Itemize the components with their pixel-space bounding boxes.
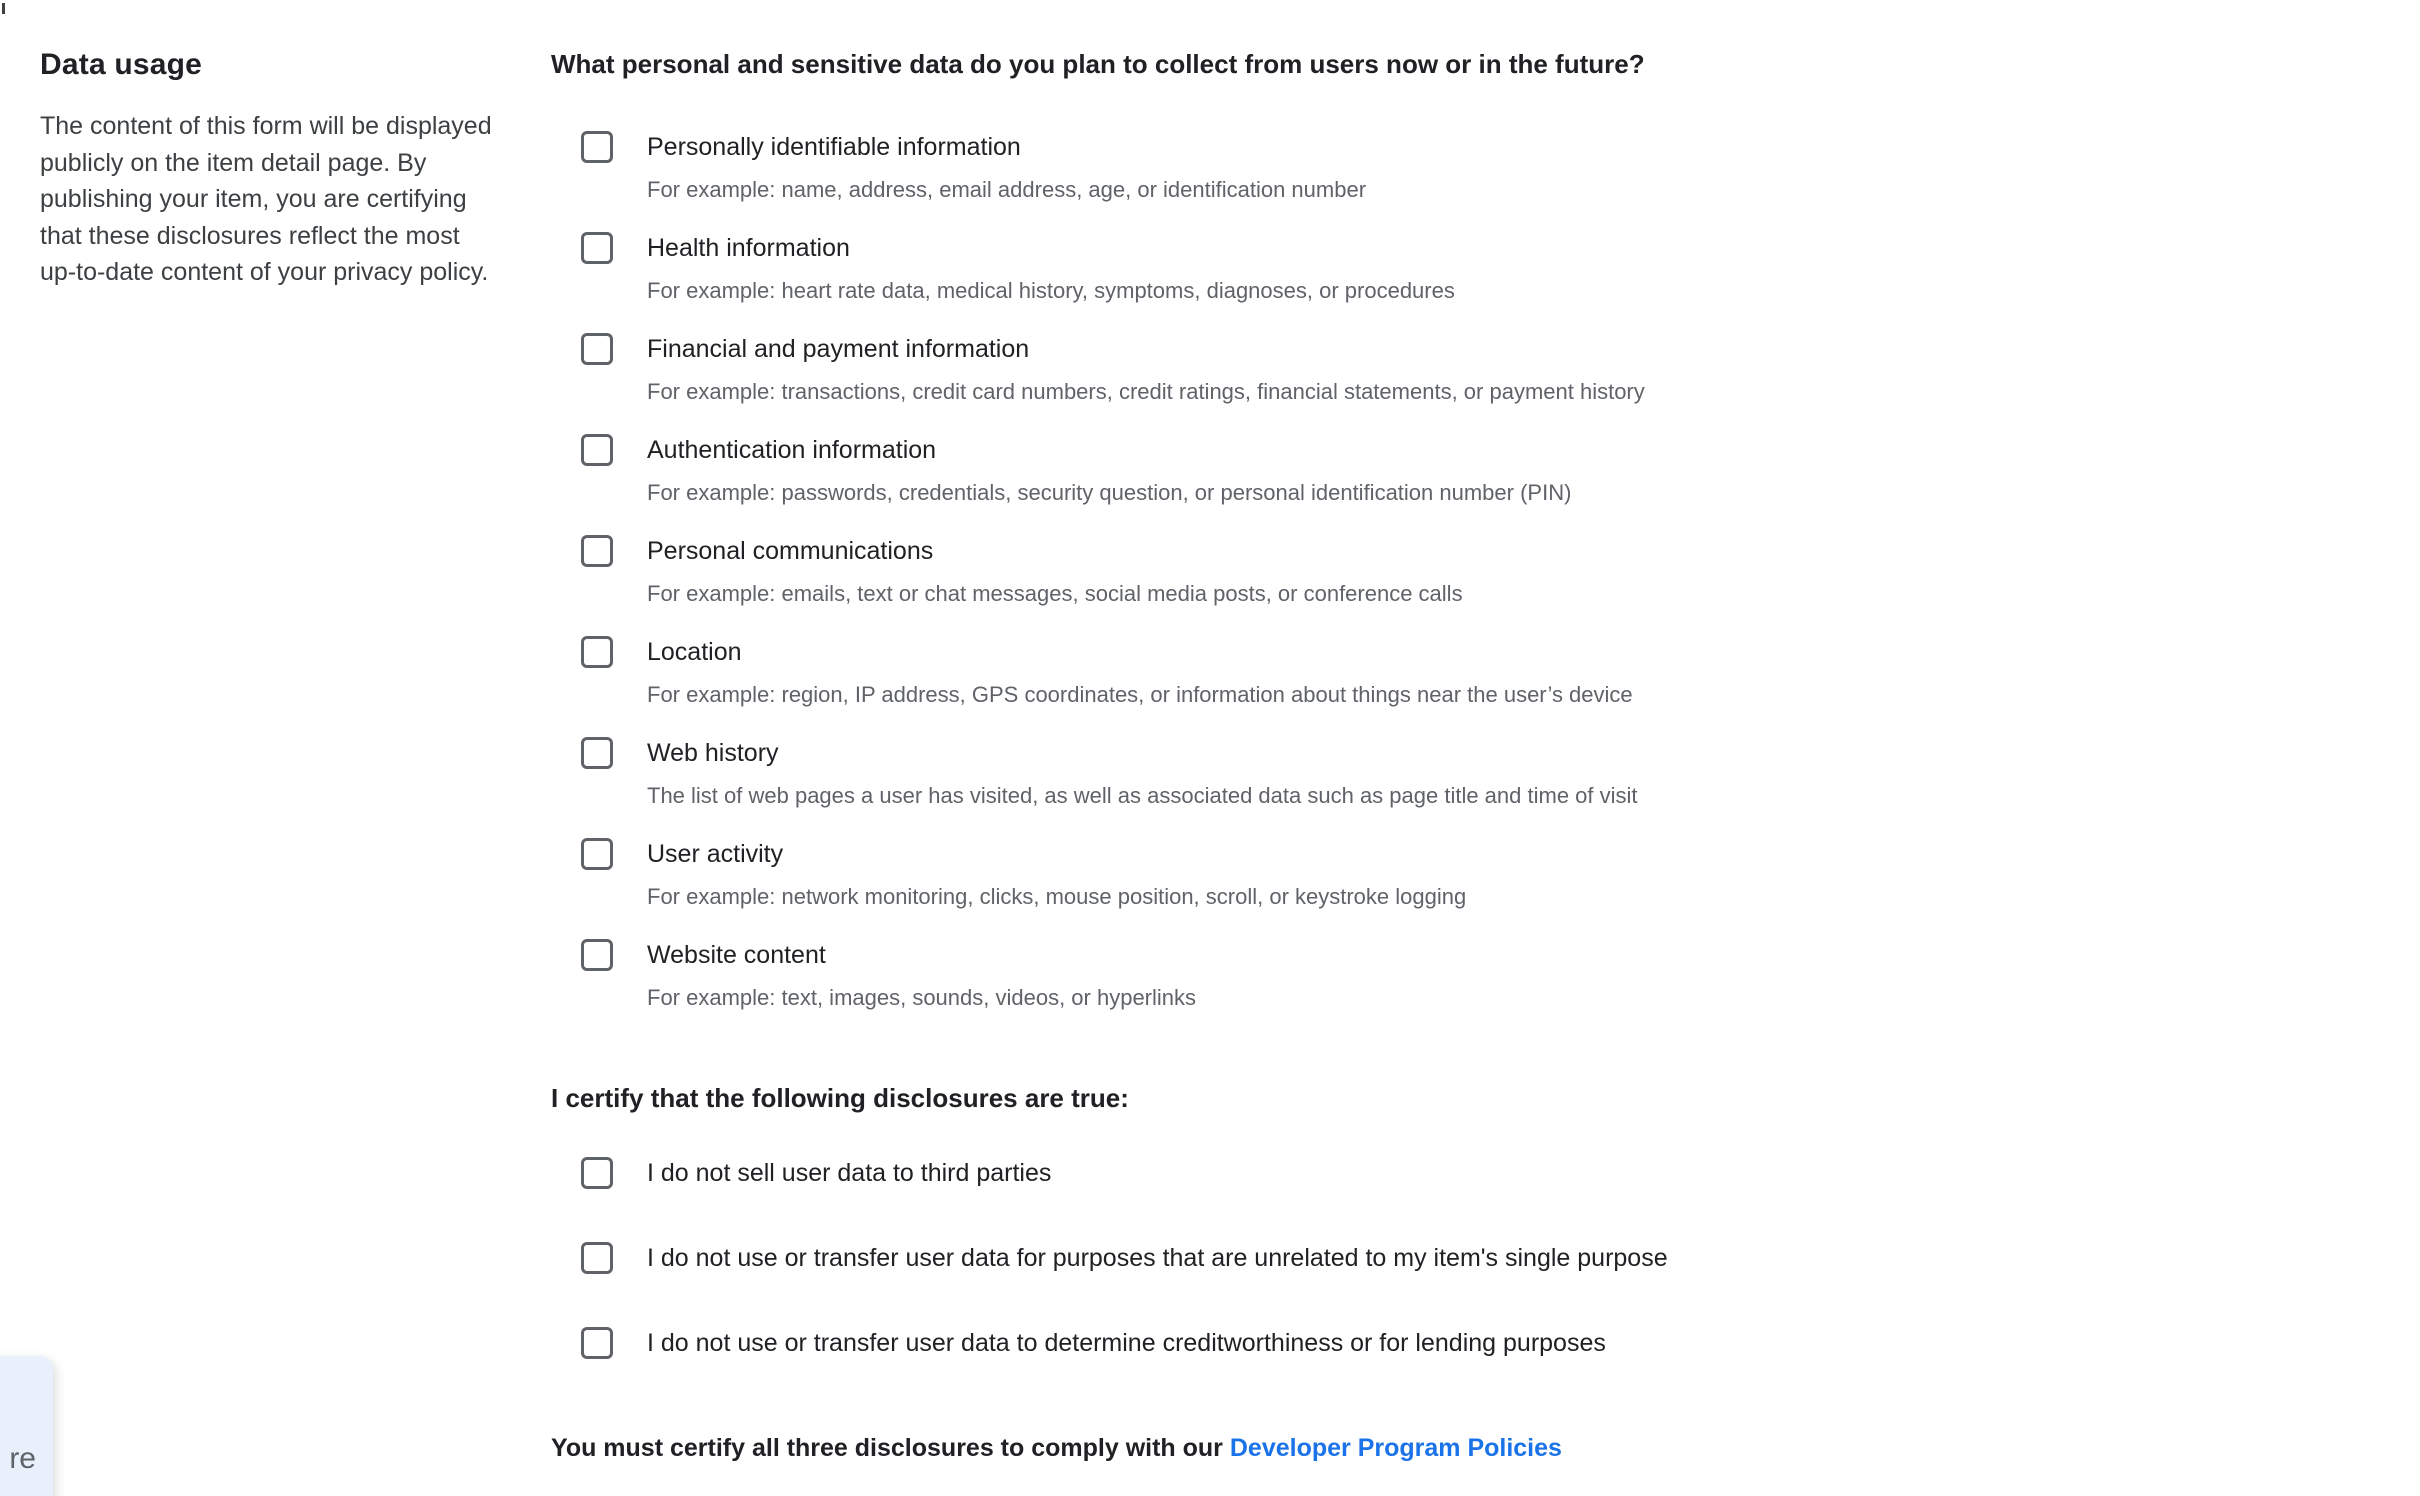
data-collection-question: What personal and sensitive data do you plan to collect from users now or in the future? [551, 49, 1645, 79]
checkbox-web-history[interactable] [581, 737, 613, 769]
data-usage-form [551, 0, 2311, 1464]
certification-item [581, 1242, 2311, 1274]
certification-list [551, 1157, 2311, 1359]
data-type-item [551, 838, 2311, 910]
label-website-content: Website content [647, 941, 826, 969]
section-title: Data usage [40, 48, 203, 81]
corner-card-text: re [9, 1442, 36, 1475]
checkbox-personally-identifiable-information[interactable] [581, 131, 613, 163]
certification-item [581, 1327, 2311, 1359]
cert-label-2-i-do-not-use-or-transfer-user-data-for-p: I do not use or transfer user data for purposes that are unrelated to my item's single purpose [647, 1244, 1668, 1272]
description-authentication-information: For example: passwords, credentials, security question, or personal identification number (PIN) [647, 480, 1572, 505]
checkbox-authentication-information[interactable] [581, 434, 613, 466]
checkbox-health-information[interactable] [581, 232, 613, 264]
data-type-item [551, 939, 2311, 1011]
checkbox-cert-2[interactable] [581, 1242, 613, 1274]
data-usage-sidebar [40, 48, 492, 291]
description-financial-and-payment-information: For example: transactions, credit card numbers, credit ratings, financial statements, or payment history [647, 379, 1645, 404]
section-description: The content of this form will be displayed publicly on the item detail page. By publishing your item, you are certifying that these disclosures reflect the most up-to-date content of your privacy policy. [40, 112, 492, 286]
footer-text: You must certify all three disclosures to comply with our [551, 1434, 1223, 1462]
certification-item [581, 1157, 2311, 1189]
checkbox-location[interactable] [581, 636, 613, 668]
data-type-item [551, 131, 2311, 203]
checkbox-cert-1[interactable] [581, 1157, 613, 1189]
checkbox-website-content[interactable] [581, 939, 613, 971]
description-personally-identifiable-information: For example: name, address, email address, age, or identification number [647, 177, 1367, 202]
data-type-item [551, 535, 2311, 607]
data-type-item [551, 737, 2311, 809]
description-user-activity: For example: network monitoring, clicks, mouse position, scroll, or keystroke logging [647, 884, 1467, 909]
label-personally-identifiable-information: Personally identifiable information [647, 133, 1021, 161]
description-web-history: The list of web pages a user has visited, as well as associated data such as page title and time of visit [647, 783, 1638, 808]
data-type-list [551, 131, 2311, 1011]
data-type-item [551, 232, 2311, 304]
certify-heading: I certify that the following disclosures are true: [551, 1083, 1129, 1113]
description-personal-communications: For example: emails, text or chat messages, social media posts, or conference calls [647, 581, 1463, 606]
label-web-history: Web history [647, 739, 779, 767]
checkbox-user-activity[interactable] [581, 838, 613, 870]
cert-label-3-i-do-not-use-or-transfer-user-data-to-de: I do not use or transfer user data to determine creditworthiness or for lending purposes [647, 1329, 1606, 1357]
label-financial-and-payment-information: Financial and payment information [647, 335, 1030, 363]
description-health-information: For example: heart rate data, medical history, symptoms, diagnoses, or procedures [647, 278, 1455, 303]
label-authentication-information: Authentication information [647, 436, 937, 464]
data-type-item [551, 434, 2311, 506]
checkbox-cert-3[interactable] [581, 1327, 613, 1359]
cert-label-1-i-do-not-sell-user-data-to-third-parties: I do not sell user data to third parties [647, 1159, 1052, 1187]
developer-program-policies-link[interactable]: Developer Program Policies [1229, 1434, 1562, 1462]
text-caret [2, 3, 5, 14]
label-health-information: Health information [647, 234, 850, 262]
data-type-item [551, 333, 2311, 405]
checkbox-personal-communications[interactable] [581, 535, 613, 567]
checkbox-financial-and-payment-information[interactable] [581, 333, 613, 365]
corner-popup-card[interactable] [0, 1356, 53, 1496]
label-location: Location [647, 638, 742, 666]
data-type-item [551, 636, 2311, 708]
certify-footer-note [551, 1432, 2311, 1464]
label-user-activity: User activity [647, 840, 784, 868]
label-personal-communications: Personal communications [647, 537, 934, 565]
description-location: For example: region, IP address, GPS coordinates, or information about things near the user’s device [647, 682, 1633, 707]
description-website-content: For example: text, images, sounds, videos, or hyperlinks [647, 985, 1197, 1010]
